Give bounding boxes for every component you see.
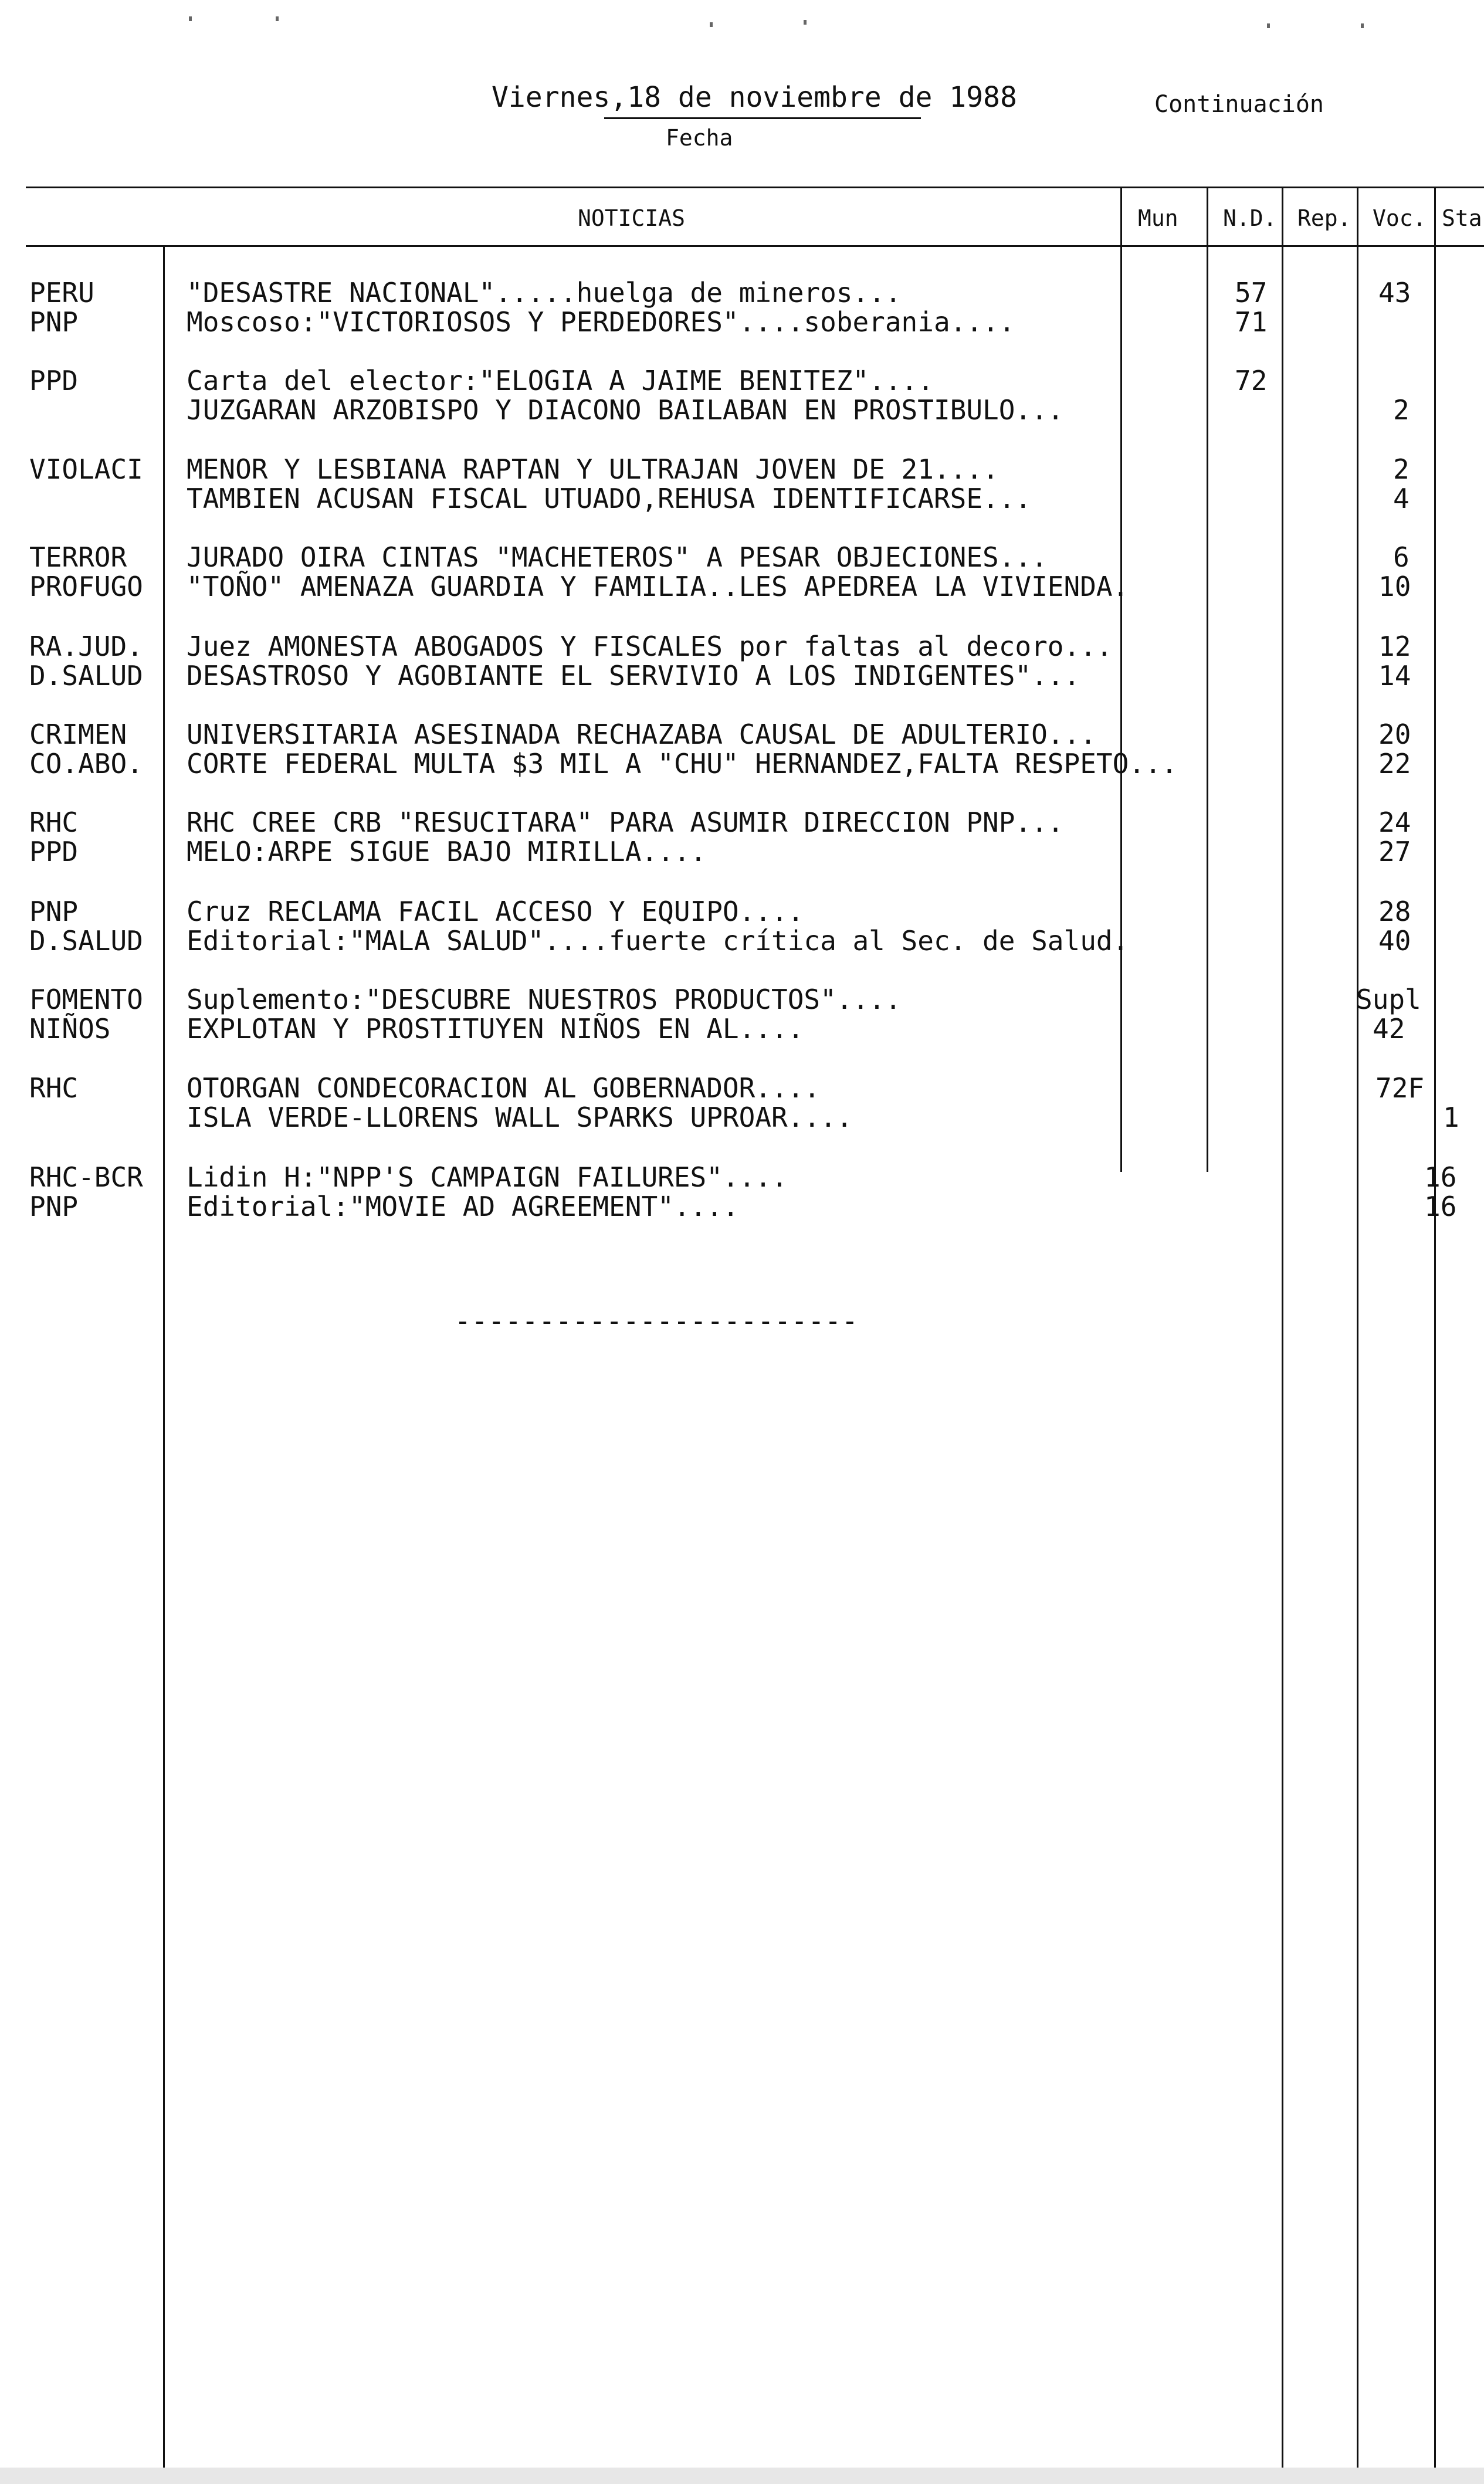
row-title: Cruz RECLAMA FACIL ACCESO Y EQUIPO.... — [187, 896, 804, 927]
row-voc: 40 — [1378, 925, 1411, 957]
col-rep: Rep. — [1297, 205, 1351, 231]
row-category: RHC-BCR — [29, 1161, 143, 1193]
row-title: "TOÑO" AMENAZA GUARDIA Y FAMILIA..LES APEDREA LA VIVIENDA. — [187, 571, 1129, 602]
col-nd: N.D. — [1223, 205, 1277, 231]
row-title: RHC CREE CRB "RESUCITARA" PARA ASUMIR DIRECCION PNP... — [187, 806, 1064, 838]
row-voc: 27 — [1378, 836, 1411, 867]
row-category: RA.JUD. — [29, 631, 143, 662]
row-voc: 14 — [1378, 660, 1411, 692]
row-voc: 24 — [1378, 806, 1411, 838]
row-title: Juez AMONESTA ABOGADOS Y FISCALES por faltas al decoro... — [187, 631, 1113, 662]
row-category: FOMENTO — [29, 984, 143, 1015]
row-title: CORTE FEDERAL MULTA $3 MIL A "CHU" HERNANDEZ,FALTA RESPETO... — [187, 748, 1178, 780]
row-voc: 43 — [1378, 277, 1411, 309]
row-nd: 57 — [1235, 277, 1268, 309]
row-title: Editorial:"MALA SALUD"....fuerte crítica al Sec. de Salud. — [187, 925, 1129, 957]
row-sta: 16 — [1424, 1191, 1457, 1222]
row-voc: 20 — [1378, 719, 1411, 750]
mun-divider — [1120, 187, 1122, 1172]
continuation-label: Continuación — [1154, 91, 1324, 118]
row-category: PERU — [29, 277, 94, 309]
date-label: Fecha — [666, 125, 733, 151]
row-voc: 6 — [1393, 541, 1410, 573]
row-category: PNP — [29, 896, 79, 927]
row-category: PPD — [29, 836, 79, 867]
nd-divider — [1207, 187, 1208, 1172]
row-category: VIOLACI — [29, 453, 143, 485]
row-title: Suplemento:"DESCUBRE NUESTROS PRODUCTOS".... — [187, 984, 902, 1015]
row-title: MELO:ARPE SIGUE BAJO MIRILLA.... — [187, 836, 707, 867]
scan-mark — [710, 22, 713, 27]
row-voc: Supl — [1356, 984, 1421, 1015]
col-noticias: NOTICIAS — [578, 205, 686, 231]
row-title: MENOR Y LESBIANA RAPTAN Y ULTRAJAN JOVEN DE 21.... — [187, 453, 999, 485]
row-voc: 2 — [1393, 394, 1410, 426]
row-category: D.SALUD — [29, 925, 143, 957]
row-voc: 12 — [1378, 631, 1411, 662]
row-voc: 28 — [1378, 896, 1411, 927]
row-title: JURADO OIRA CINTAS "MACHETEROS" A PESAR OBJECIONES... — [187, 541, 1048, 573]
col-mun: Mun — [1138, 205, 1178, 231]
row-sta: 1 — [1443, 1102, 1459, 1133]
row-category: PROFUGO — [29, 571, 143, 602]
row-voc: 22 — [1378, 748, 1411, 780]
header-bottom-rule — [26, 245, 1484, 247]
row-voc: 4 — [1393, 483, 1410, 514]
rep-divider — [1282, 187, 1283, 2484]
row-title: Editorial:"MOVIE AD AGREEMENT".... — [187, 1191, 739, 1222]
col-sta: Sta — [1442, 205, 1482, 231]
row-title: TAMBIEN ACUSAN FISCAL UTUADO,REHUSA IDENTIFICARSE... — [187, 483, 1032, 514]
row-title: DESASTROSO Y AGOBIANTE EL SERVIVIO A LOS INDIGENTES"... — [187, 660, 1080, 692]
scan-mark — [189, 16, 192, 21]
row-category: CO.ABO. — [29, 748, 143, 780]
row-category: PPD — [29, 365, 79, 397]
row-category: RHC — [29, 1072, 79, 1104]
row-sta: 16 — [1424, 1161, 1457, 1193]
row-title: UNIVERSITARIA ASESINADA RECHAZABA CAUSAL DE ADULTERIO... — [187, 719, 1096, 750]
row-category: RHC — [29, 806, 79, 838]
scan-mark — [1361, 23, 1364, 28]
date-underline — [604, 117, 921, 119]
scan-mark — [276, 16, 279, 21]
row-voc: 2 — [1393, 453, 1410, 485]
row-voc: 42 — [1373, 1013, 1405, 1045]
row-nd: 72 — [1235, 365, 1268, 397]
row-title: OTORGAN CONDECORACION AL GOBERNADOR.... — [187, 1072, 821, 1104]
scan-mark — [804, 20, 807, 25]
category-divider — [163, 245, 165, 2484]
table-top-rule — [26, 187, 1484, 188]
row-title: Lidin H:"NPP'S CAMPAIGN FAILURES".... — [187, 1161, 788, 1193]
row-category: CRIMEN — [29, 719, 127, 750]
row-title: JUZGARAN ARZOBISPO Y DIACONO BAILABAN EN PROSTIBULO... — [187, 394, 1064, 426]
row-nd: 71 — [1235, 306, 1268, 338]
voc-divider — [1357, 187, 1358, 2484]
row-title: Carta del elector:"ELOGIA A JAIME BENITEZ".... — [187, 365, 934, 397]
col-voc: Voc. — [1373, 205, 1427, 231]
row-title: EXPLOTAN Y PROSTITUYEN NIÑOS EN AL.... — [187, 1013, 804, 1045]
row-title: Moscoso:"VICTORIOSOS Y PERDEDORES"....soberania.... — [187, 306, 1015, 338]
row-category: NIÑOS — [29, 1013, 111, 1045]
row-category: PNP — [29, 306, 79, 338]
row-voc: 72F — [1375, 1072, 1425, 1104]
scan-bottom-edge — [0, 2468, 1484, 2484]
scan-mark — [1267, 23, 1270, 28]
row-category: D.SALUD — [29, 660, 143, 692]
row-title: "DESASTRE NACIONAL".....huelga de mineros... — [187, 277, 902, 309]
row-voc: 10 — [1378, 571, 1411, 602]
row-category: PNP — [29, 1191, 79, 1222]
end-separator: ------------------------ — [455, 1305, 859, 1337]
report-date: Viernes,18 de noviembre de 1988 — [492, 81, 1017, 114]
row-title: ISLA VERDE-LLORENS WALL SPARKS UPROAR.... — [187, 1102, 853, 1133]
sta-divider — [1434, 187, 1436, 2484]
row-category: TERROR — [29, 541, 127, 573]
